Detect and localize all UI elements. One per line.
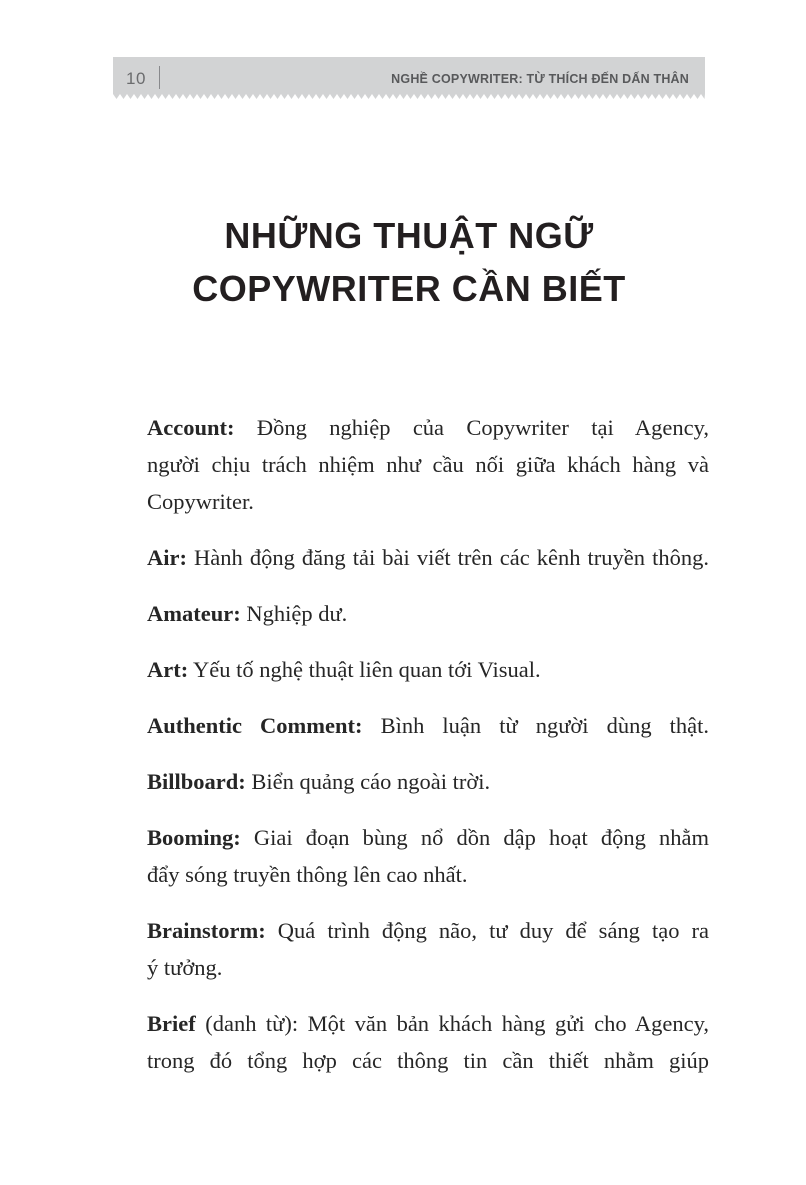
glossary-entry [147, 595, 709, 632]
chapter-title-line2: COPYWRITER CẦN BIẾT [192, 268, 626, 309]
definition-line: Amateur: Nghiệp dư. [147, 601, 348, 626]
definition-line: Billboard: Biển quảng cáo ngoài trời. [147, 769, 491, 794]
term-label: Art: [147, 657, 189, 682]
glossary-entry [147, 819, 709, 893]
glossary-entry [147, 409, 709, 520]
definition-line: Copywriter. [147, 489, 254, 514]
definition-line: người chịu trách nhiệm như cầu nối giữa khách hàng và [147, 452, 709, 477]
header-left-group [126, 68, 160, 89]
chapter-title-line1: NHỮNG THUẬT NGỮ [224, 215, 594, 256]
definition-line: Account: Đồng nghiệp của Copywriter tại Agency, [147, 415, 709, 440]
term-label: Billboard: [147, 769, 246, 794]
teeth-path [113, 94, 705, 99]
glossary-entry [147, 539, 709, 576]
definition-line: Brainstorm: Quá trình động não, tư duy để sáng tạo ra [147, 918, 709, 943]
definition-line: Authentic Comment: Bình luận từ người dùng thật. [147, 713, 710, 738]
header-divider-line [159, 66, 160, 89]
glossary-entry [147, 707, 709, 744]
term-label: Brainstorm: [147, 918, 266, 943]
term-label: Amateur: [147, 601, 241, 626]
term-suffix: (danh từ): [195, 1011, 299, 1036]
chapter-title [113, 209, 705, 315]
term-label: Air: [147, 545, 187, 570]
running-header [113, 57, 705, 94]
page-number: 10 [126, 68, 146, 88]
glossary-entry [147, 651, 709, 688]
definition-line: ý tưởng. [147, 955, 223, 980]
term-label: Account: [147, 415, 235, 440]
glossary-entry [147, 912, 709, 986]
definition-line: đẩy sóng truyền thông lên cao nhất. [147, 862, 468, 887]
definition-line: Air: Hành động đăng tải bài viết trên các kênh truyền thông. [147, 545, 709, 570]
definition-line: Booming: Giai đoạn bùng nổ dồn dập hoạt động nhằm [147, 825, 709, 850]
definition-line: trong đó tổng hợp các thông tin cần thiết nhằm giúp [147, 1048, 709, 1073]
glossary-entry [147, 763, 709, 800]
glossary-entries [147, 409, 709, 1098]
term-label: Booming: [147, 825, 241, 850]
term-label: Brief [147, 1011, 196, 1036]
running-title: NGHỀ COPYWRITER: TỪ THÍCH ĐẾN DẤN THÂN [391, 71, 689, 86]
glossary-entry [147, 1005, 709, 1079]
definition-line: Art: Yếu tố nghệ thuật liên quan tới Visual. [147, 657, 541, 682]
definition-line: Brief (danh từ): Một văn bản khách hàng gửi cho Agency, [147, 1011, 709, 1036]
perforated-edge-decoration [113, 94, 705, 99]
term-label: Authentic Comment: [147, 713, 363, 738]
